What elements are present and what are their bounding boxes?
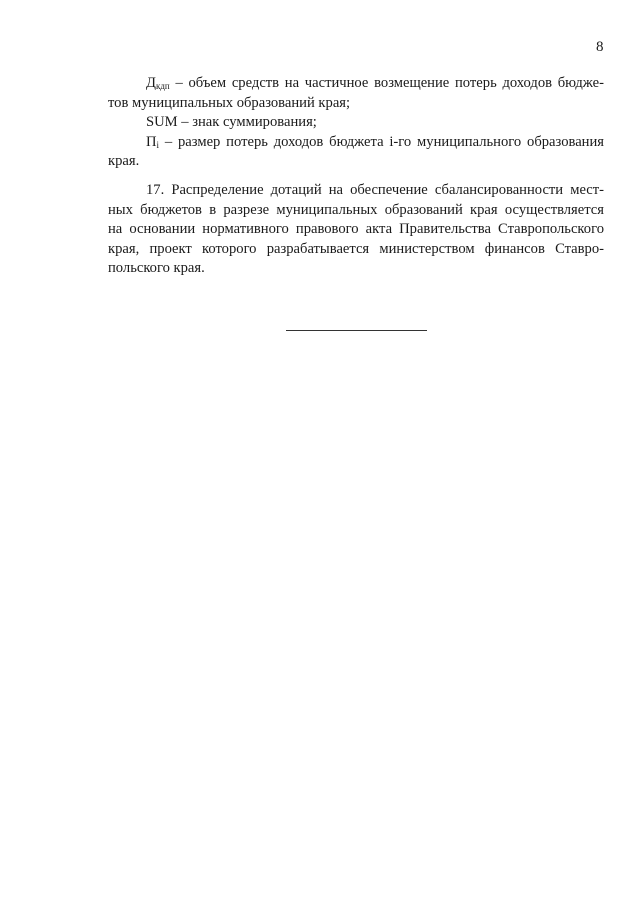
p-definition-text: – размер потерь доходов бюджета i-го муниципального образования bbox=[159, 133, 604, 150]
p-symbol: П bbox=[146, 133, 157, 150]
definitions-block bbox=[108, 74, 604, 172]
d-definition-text: – объем средств на частичное возмещение потерь доходов бюдже- bbox=[169, 75, 604, 91]
page-number: 8 bbox=[596, 39, 604, 55]
item-17-paragraph bbox=[108, 181, 604, 279]
item-17-line-5: польского края. bbox=[108, 260, 205, 276]
definition-p-line-1 bbox=[108, 133, 604, 153]
definition-d-line-2: тов муниципальных образований края; bbox=[108, 94, 351, 111]
p-subscript: i bbox=[156, 139, 160, 150]
end-divider-line bbox=[286, 330, 427, 331]
item-17-line-4: края, проект которого разрабатывается министерством финансов Ставро- bbox=[108, 240, 604, 257]
definition-d-line-1 bbox=[108, 74, 604, 94]
item-17-line-2: ных бюджетов в разрезе муниципальных образований края осуществляется bbox=[108, 201, 604, 218]
definition-sum-line: SUM – знак суммирования; bbox=[146, 114, 317, 130]
item-17-line-1: 17. Распределение дотаций на обеспечение сбалансированности мест- bbox=[146, 182, 604, 198]
item-17-line-3: на основании нормативного правового акта Правительства Ставропольского bbox=[108, 221, 604, 237]
d-subscript: кдп bbox=[155, 81, 170, 91]
definition-p-line-2: края. bbox=[108, 153, 140, 169]
d-symbol: Д bbox=[146, 75, 156, 91]
